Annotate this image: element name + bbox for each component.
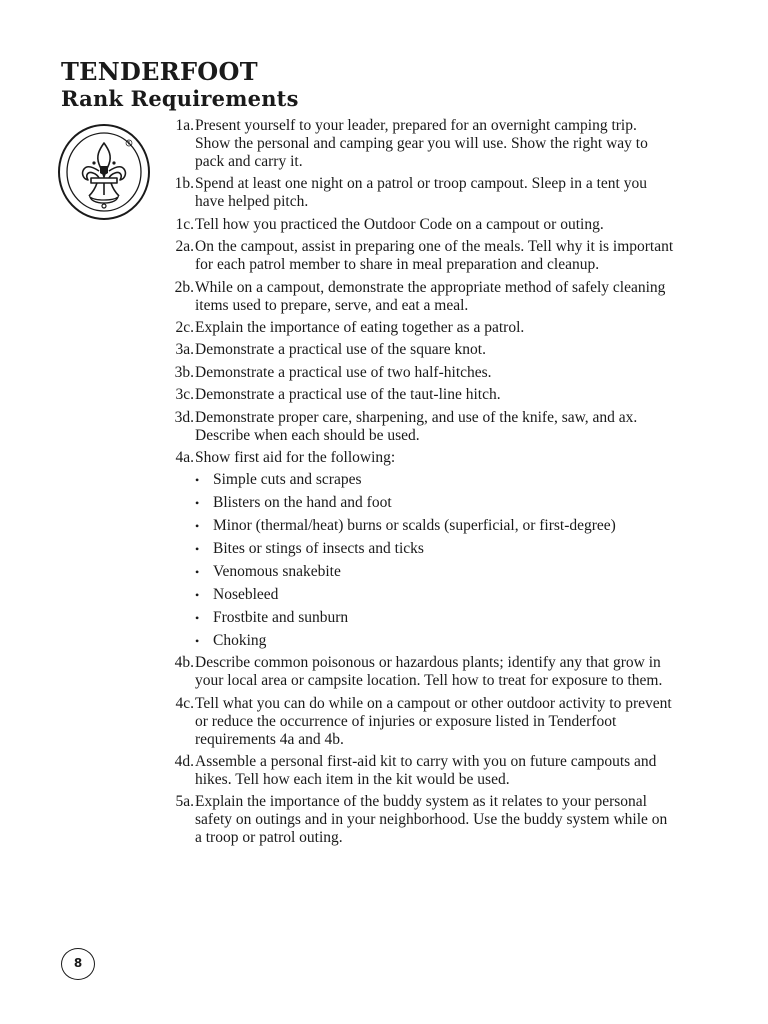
requirement-text: Explain the importance of eating together as a patrol. (195, 318, 525, 336)
requirement-body (194, 409, 676, 445)
requirement-number (156, 279, 194, 315)
requirement-number-label: 3a. (175, 341, 194, 359)
requirement-item (156, 216, 676, 234)
requirement-item (156, 695, 676, 749)
requirement-text: Assemble a personal first-aid kit to carry with you on future campouts and hikes. Tell how each item in the kit would be used. (195, 753, 657, 789)
first-aid-item (195, 471, 676, 489)
bullet-icon: • (195, 564, 200, 579)
first-aid-item-text: Nosebleed (213, 585, 279, 603)
requirement-number-label: 2b. (174, 278, 194, 296)
requirement-body (194, 654, 676, 690)
first-aid-item-text: Bites or stings of insects and ticks (213, 539, 424, 557)
requirement-number (156, 654, 194, 690)
requirement-text: Present yourself to your leader, prepared for an overnight camping trip. Show the personal and camping gear you will use. Show the right way to pack and carry it. (195, 117, 648, 170)
page-title: TENDERFOOT (61, 57, 258, 86)
requirement-item (156, 238, 676, 274)
requirement-item (156, 341, 676, 359)
requirement-number (156, 753, 194, 789)
requirement-item (156, 364, 676, 382)
first-aid-item (195, 517, 676, 535)
requirement-number-label: 3d. (174, 408, 194, 426)
requirement-text: Tell what you can do while on a campout or other outdoor activity to prevent or reduce the occurrence of injuries or exposure listed in Tenderfoot requirements 4a and 4b. (195, 694, 672, 748)
requirement-number (156, 341, 194, 359)
first-aid-item-text: Venomous snakebite (213, 562, 341, 580)
requirement-number-label: 5a. (175, 793, 194, 811)
svg-text:R: R (127, 140, 131, 146)
requirement-body (194, 386, 676, 404)
requirement-text: Tell how you practiced the Outdoor Code on a campout or outing. (195, 215, 604, 233)
requirement-body (194, 238, 676, 274)
first-aid-item (195, 494, 676, 512)
requirements-list (156, 117, 676, 852)
requirement-number (156, 695, 194, 749)
requirement-number (156, 175, 194, 211)
requirement-body (194, 793, 676, 847)
page-number: 8 (61, 948, 95, 980)
requirement-number-label: 1b. (174, 175, 194, 193)
requirement-number-label: 3b. (174, 363, 194, 381)
requirement-item (156, 654, 676, 690)
page-heading (61, 58, 299, 112)
first-aid-item (195, 540, 676, 558)
requirement-number-label: 2c. (175, 318, 194, 336)
requirement-number-label: 2a. (175, 238, 194, 256)
first-aid-item (195, 586, 676, 604)
requirement-number-label: 4a. (175, 448, 194, 466)
requirement-text: While on a campout, demonstrate the appropriate method of safely cleaning items used to prepare, serve, and eat a meal. (195, 278, 666, 314)
requirement-item (156, 175, 676, 211)
bullet-icon: • (195, 472, 200, 487)
requirement-body (194, 175, 676, 211)
requirement-body (194, 364, 676, 382)
requirement-item (156, 753, 676, 789)
requirement-item (156, 279, 676, 315)
requirement-text: Demonstrate proper care, sharpening, and use of the knife, saw, and ax. Describe when each should be used. (195, 408, 638, 444)
requirement-text: Show first aid for the following: (195, 448, 396, 466)
requirement-item (156, 386, 676, 404)
requirement-number (156, 409, 194, 445)
first-aid-item (195, 632, 676, 650)
requirement-item (156, 449, 676, 650)
requirement-text: Demonstrate a practical use of the taut-line hitch. (195, 386, 501, 404)
bullet-icon: • (195, 587, 200, 602)
requirement-text: On the campout, assist in preparing one of the meals. Tell why it is important for each patrol member to share in meal preparation and cleanup. (195, 238, 674, 274)
first-aid-item (195, 563, 676, 581)
requirement-number (156, 319, 194, 337)
requirement-item (156, 409, 676, 445)
requirement-text: Demonstrate a practical use of two half-hitches. (195, 363, 492, 381)
requirement-number (156, 364, 194, 382)
requirement-number (156, 793, 194, 847)
requirement-body (194, 279, 676, 315)
requirement-body (194, 449, 676, 650)
bullet-icon: • (195, 610, 200, 625)
requirement-item (156, 117, 676, 171)
requirement-body (194, 695, 676, 749)
requirement-number-label: 1c. (175, 215, 194, 233)
bullet-icon: • (195, 633, 200, 648)
bullet-icon: • (195, 541, 200, 556)
requirement-text: Describe common poisonous or hazardous plants; identify any that grow in your local area or campsite location. Tell how to treat for exposure to them. (195, 654, 663, 690)
requirement-number-label: 3c. (175, 386, 194, 404)
first-aid-item (195, 609, 676, 627)
bullet-icon: • (195, 518, 200, 533)
first-aid-item-text: Minor (thermal/heat) burns or scalds (superficial, or first-degree) (213, 516, 616, 534)
requirement-text: Spend at least one night on a patrol or troop campout. Sleep in a tent you have helped pitch. (195, 175, 647, 211)
requirement-text: Explain the importance of the buddy system as it relates to your personal safety on outings and in your neighborhood. Use the buddy system while on a troop or patrol outing. (195, 793, 668, 847)
requirement-number (156, 449, 194, 650)
first-aid-item-text: Blisters on the hand and foot (213, 493, 392, 511)
requirement-number (156, 238, 194, 274)
first-aid-item-text: Simple cuts and scrapes (213, 470, 362, 488)
requirement-number (156, 216, 194, 234)
requirement-number-label: 4d. (174, 753, 194, 771)
requirement-text: Demonstrate a practical use of the square knot. (195, 341, 486, 359)
requirement-item (156, 793, 676, 847)
first-aid-list (195, 471, 676, 650)
requirement-number (156, 117, 194, 171)
requirement-number-label: 4b. (174, 654, 194, 672)
requirement-number-label: 1a. (175, 117, 194, 134)
requirement-body (194, 216, 676, 234)
requirement-body (194, 341, 676, 359)
first-aid-item-text: Choking (213, 631, 267, 649)
requirement-body (194, 753, 676, 789)
page-subtitle: Rank Requirements (61, 86, 299, 111)
requirement-number-label: 4c. (175, 694, 194, 712)
first-aid-item-text: Frostbite and sunburn (213, 608, 349, 626)
requirement-item (156, 319, 676, 337)
fleur-de-lis-badge-icon (57, 123, 151, 221)
requirement-body (194, 117, 676, 171)
requirement-number (156, 386, 194, 404)
requirement-body (194, 319, 676, 337)
bullet-icon: • (195, 495, 200, 510)
